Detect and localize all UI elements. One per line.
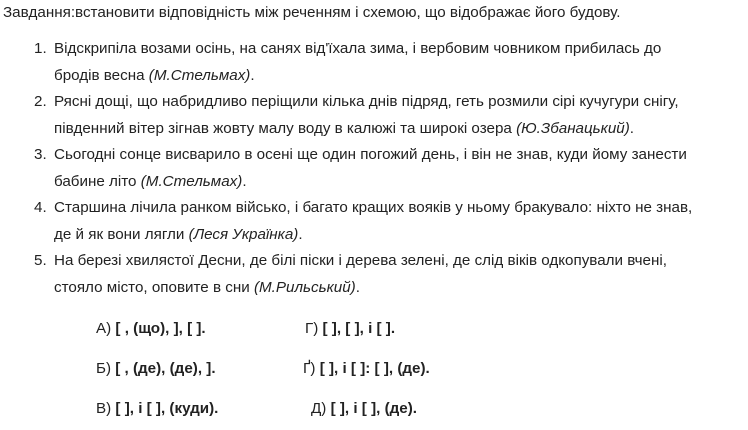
sentence-author: (М.Стельмах) [140, 172, 243, 190]
answer-letter: Б) [96, 360, 112, 377]
sentence-author: (М.Стельмах) [148, 66, 251, 84]
sentence-item-5 [0, 248, 748, 301]
answer-scheme: [ ], [ ], і [ ]. [322, 320, 396, 337]
sentence-line-2 [54, 63, 742, 90]
sentence-number: 1. [34, 40, 47, 57]
task-statement: Завдання:встановити відповідність між реченням і схемою, що відображає його будову. [3, 4, 621, 21]
sentence-end: . [298, 225, 303, 243]
answer-scheme: [ , (що), ], [ ]. [115, 320, 206, 337]
answer-scheme: [ ], і [ ]: [ ], (де). [319, 360, 430, 377]
sentence-text: де й як вони лягли [54, 225, 185, 243]
sentence-number: 3. [34, 146, 47, 163]
answer-option-g [305, 318, 395, 340]
answer-option-v [96, 398, 218, 420]
sentence-text: південний вітер зігнав жовту малу воду в калюжі та широкі озера [54, 119, 512, 137]
sentence-item-2 [0, 89, 748, 142]
answer-option-a [96, 318, 206, 340]
answer-letter: А) [96, 320, 112, 337]
sentence-number: 5. [34, 252, 47, 269]
answer-letter: Г) [305, 320, 319, 337]
answer-scheme: [ , (де), (де), ]. [115, 360, 216, 377]
sentence-end: . [242, 172, 247, 190]
sentence-line-2 [54, 222, 742, 249]
answer-letter: Ґ) [303, 360, 316, 377]
sentence-end: . [629, 119, 635, 137]
answer-scheme: [ ], і [ ], (куди). [115, 400, 219, 417]
sentence-line-1: Старшина лічила ранком військо, і багато кращих вояків у ньому бракувало: ніхто не знав, [54, 199, 693, 216]
answer-option-ge [303, 358, 430, 380]
answer-option-d [311, 398, 417, 420]
sentence-item-1 [0, 36, 748, 89]
sentence-line-2 [54, 116, 742, 143]
sentence-line-1: Відскрипіла возами осінь, на санях від'їхала зима, і вербовим човником прибилась до [54, 40, 662, 57]
sentence-end: . [250, 66, 255, 84]
sentence-line-1: Сьогодні сонце висварило в осені ще один погожий день, і він не знав, куди йому занести [54, 146, 687, 163]
sentence-number: 4. [34, 199, 47, 216]
sentence-line-2 [54, 275, 742, 302]
sentence-line-2 [54, 169, 742, 196]
sentence-author: (Леся Українка) [188, 225, 299, 243]
sentence-line-1: Рясні дощі, що набридливо періщили кілька днів підряд, геть розмили сірі кучугури снігу, [54, 93, 679, 110]
sentence-line-1: На березі хвилястої Десни, де білі піски і дерева зелені, де слід віків одкопували вчені, [54, 252, 667, 269]
answer-option-b [96, 358, 216, 380]
answer-letter: В) [96, 400, 112, 417]
sentence-end: . [355, 278, 360, 296]
sentence-author: (Ю.Збанацький) [516, 119, 630, 137]
sentence-item-4 [0, 195, 748, 248]
answer-letter: Д) [311, 400, 327, 417]
sentence-text: бродів весна [54, 66, 145, 84]
sentence-number: 2. [34, 93, 47, 110]
sentence-author: (М.Рильський) [253, 278, 356, 296]
sentence-list [0, 36, 748, 301]
answer-scheme: [ ], і [ ], (де). [330, 400, 417, 417]
sentence-item-3 [0, 142, 748, 195]
sentence-text: стояло місто, оповите в сни [54, 278, 250, 296]
sentence-text: бабине літо [54, 172, 137, 190]
